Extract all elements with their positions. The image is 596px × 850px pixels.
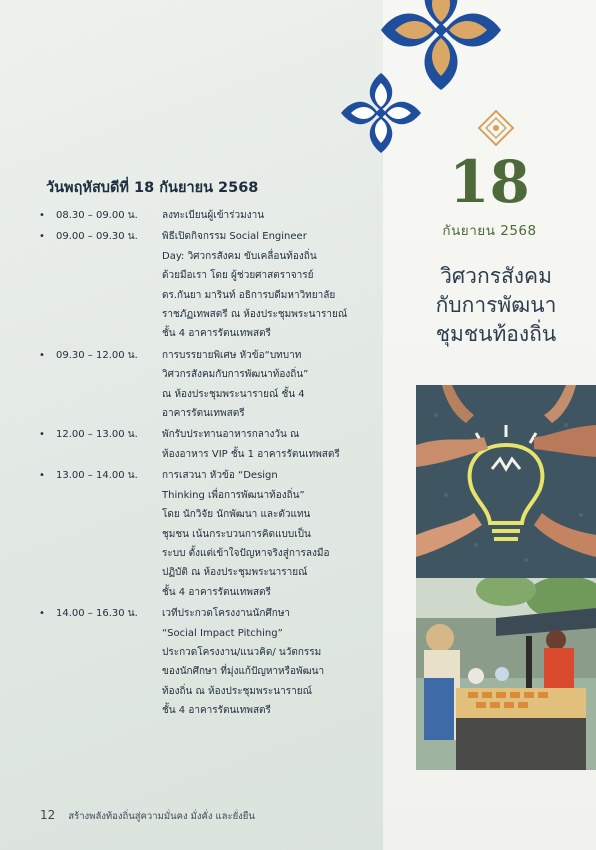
schedule-detail-line: ดร.กันยา มารินท์ อธิการบดีมหาวิทยาลัย — [162, 289, 336, 301]
schedule-detail-line: โดย นักวิจัย นักพัฒนา และตัวแทน — [162, 509, 311, 521]
schedule-item — [30, 604, 380, 720]
schedule-time: 14.00 – 16.30 น. — [56, 608, 138, 620]
schedule-detail-line: ชุมชน เน้นกระบวนการคิดแบบเป็น — [162, 528, 311, 540]
page-footer — [40, 808, 255, 824]
schedule-detail-line: “Social Impact Pitching” — [162, 627, 283, 639]
schedule-detail-line: ด้วยมือเรา โดย ผู้ช่วยศาสตราจารย์ — [162, 270, 314, 282]
day-heading: วันพฤหัสบดีที่ 18 กันยายน 2568 — [46, 180, 259, 196]
schedule-item — [30, 227, 380, 343]
date-month-year: กันยายน 2568 — [442, 223, 537, 239]
schedule-item — [30, 206, 380, 225]
schedule-detail-line: วิศวกรสังคมกับการพัฒนาท้องถิ่น” — [162, 369, 309, 381]
market-photo — [416, 578, 596, 770]
schedule-item — [30, 346, 380, 424]
schedule-time: 09.00 – 09.30 น. — [56, 231, 138, 243]
schedule-detail-line: พักรับประทานอาหารกลางวัน ณ — [162, 429, 300, 441]
schedule-detail-line: ลงทะเบียนผู้เข้าร่วมงาน — [162, 210, 265, 221]
schedule-detail-line: พิธีเปิดกิจกรรม Social Engineer — [162, 231, 307, 243]
schedule-detail-line: อาคารรัตนเทพสตรี — [162, 408, 245, 420]
schedule-list — [30, 206, 380, 723]
schedule-detail-line: Day: วิศวกรสังคม ขับเคลื่อนท้องถิ่น — [162, 250, 317, 262]
bullet: • — [39, 210, 45, 221]
date-day-number: 18 — [449, 148, 530, 216]
bullet: • — [39, 470, 45, 482]
title-line: ชุมชนท้องถิ่น — [435, 322, 557, 346]
schedule-time: 12.00 – 13.00 น. — [56, 429, 138, 441]
schedule-detail-line: ห้องอาหาร VIP ชั้น 1 อาคารรัตนเทพสตรี — [162, 448, 340, 460]
bullet: • — [39, 429, 45, 441]
schedule-time: 08.30 – 09.00 น. — [56, 210, 138, 221]
title-line: วิศวกรสังคม — [440, 264, 552, 288]
schedule-detail-line: ณ ห้องประชุมพระนารายณ์ ชั้น 4 — [162, 388, 305, 400]
schedule-time: 13.00 – 14.00 น. — [56, 470, 138, 482]
schedule-detail-line: ประกวดโครงงาน/แนวคิด/ นวัตกรรม — [162, 646, 322, 658]
schedule-detail-line: ปฏิบัติ ณ ห้องประชุมพระนารายณ์ — [162, 567, 308, 579]
schedule-detail-line: ราชภัฏเทพสตรี ณ ห้องประชุมพระนารายณ์ — [162, 309, 348, 321]
footer-text: สร้างพลังท้องถิ่นสู่ความมั่นคง มั่งคั่ง และยั่งยืน — [68, 811, 255, 822]
schedule-detail-line: Thinking เพื่อการพัฒนาท้องถิ่น” — [162, 489, 305, 501]
bullet: • — [39, 231, 45, 243]
schedule-time: 09.30 – 12.00 น. — [56, 349, 138, 361]
page-title — [396, 262, 596, 349]
lightbulb-photo — [416, 385, 596, 578]
schedule-detail-line: ชั้น 4 อาคารรัตนเทพสตรี — [162, 586, 271, 598]
bullet: • — [39, 608, 45, 620]
flower-ornament-small-icon — [338, 70, 424, 156]
bullet: • — [39, 349, 45, 361]
schedule-detail-line: ชั้น 4 อาคารรัตนเทพสตรี — [162, 705, 271, 717]
schedule-detail-line: การเสวนา หัวข้อ “Design — [162, 470, 278, 482]
title-line: กับการพัฒนา — [435, 293, 557, 317]
schedule-detail-line: เวทีประกวดโครงงานนักศึกษา — [162, 608, 291, 620]
diamond-ornament-icon — [476, 108, 516, 148]
schedule-detail-line: ของนักศึกษา ที่มุ่งแก้ปัญหาหรือพัฒนา — [162, 666, 325, 678]
schedule-item — [30, 425, 380, 464]
page-number: 12 — [40, 808, 56, 822]
schedule-detail-line: ระบบ ตั้งแต่เข้าใจปัญหาจริงสู่การลงมือ — [162, 547, 330, 559]
schedule-item — [30, 466, 380, 602]
schedule-detail-line: การบรรยายพิเศษ หัวข้อ“บทบาท — [162, 349, 302, 361]
schedule-detail-line: ชั้น 4 อาคารรัตนเทพสตรี — [162, 328, 271, 340]
schedule-detail-line: ท้องถิ่น ณ ห้องประชุมพระนารายณ์ — [162, 685, 312, 697]
